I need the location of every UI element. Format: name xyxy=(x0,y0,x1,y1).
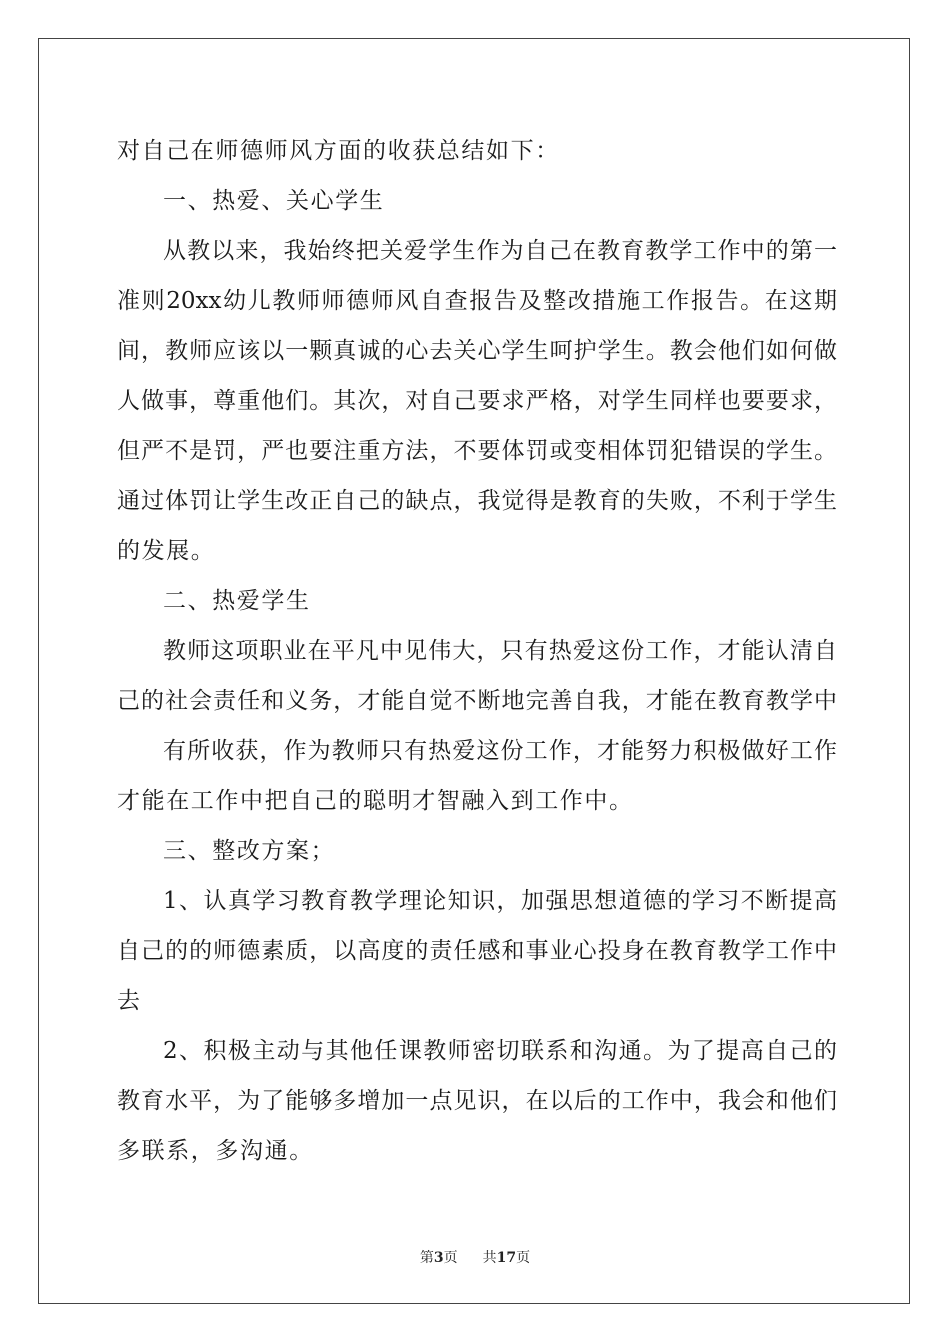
page-number: 3 xyxy=(433,1250,444,1266)
paragraph-line: 教师这项职业在平凡中见伟大，只有热爱这份工作，才能认清自 xyxy=(163,638,837,664)
paragraph-line: 的发展。 xyxy=(117,538,216,564)
total-prefix: 共 xyxy=(482,1250,497,1266)
paragraph-line: 2、积极主动与其他任课教师密切联系和沟通。为了提高自己的 xyxy=(163,1038,837,1064)
paragraph-line: 1、认真学习教育教学理论知识，加强思想道德的学习不断提高 xyxy=(163,888,837,914)
paragraph-line: 通过体罚让学生改正自己的缺点，我觉得是教育的失败，不利于学生 xyxy=(117,488,837,514)
paragraph-line: 准则20xx幼儿教师师德师风自查报告及整改措施工作报告。在这期 xyxy=(117,288,837,314)
page-suffix: 页 xyxy=(443,1250,458,1266)
paragraph-line: 自己的的师德素质，以高度的责任感和事业心投身在教育教学工作中 xyxy=(117,938,837,964)
document-body xyxy=(117,126,837,1176)
paragraph-line: 间，教师应该以一颗真诚的心去关心学生呵护学生。教会他们如何做 xyxy=(117,338,837,364)
paragraph-line: 但严不是罚，严也要注重方法，不要体罚或变相体罚犯错误的学生。 xyxy=(117,438,837,464)
paragraph-line: 从教以来，我始终把关爱学生作为自己在教育教学工作中的第一 xyxy=(163,238,837,264)
paragraph-line: 对自己在师德师风方面的收获总结如下： xyxy=(117,138,560,164)
total-pages: 17 xyxy=(496,1250,517,1266)
section-heading-2: 二、热爱学生 xyxy=(163,588,311,614)
paragraph-line: 去 xyxy=(117,988,142,1014)
paragraph-line: 多联系，多沟通。 xyxy=(117,1138,314,1164)
section-heading-3: 三、整改方案； xyxy=(163,838,336,864)
paragraph-line: 有所收获，作为教师只有热爱这份工作，才能努力积极做好工作 xyxy=(163,738,837,764)
total-suffix: 页 xyxy=(516,1250,531,1266)
page-footer xyxy=(0,1247,950,1267)
paragraph-line: 才能在工作中把自己的聪明才智融入到工作中。 xyxy=(117,788,634,814)
section-heading-1: 一、热爱、关心学生 xyxy=(163,188,385,214)
paragraph-line: 人做事，尊重他们。其次，对自己要求严格，对学生同样也要要求， xyxy=(117,388,837,414)
page-prefix: 第 xyxy=(419,1250,434,1266)
paragraph-line: 己的社会责任和义务，才能自觉不断地完善自我，才能在教育教学中 xyxy=(117,688,837,714)
paragraph-line: 教育水平，为了能够多增加一点见识，在以后的工作中，我会和他们 xyxy=(117,1088,837,1114)
